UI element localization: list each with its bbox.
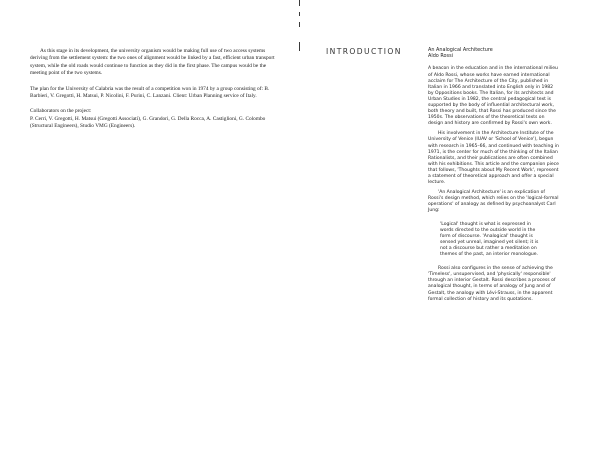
- article-heading: [428, 47, 560, 59]
- right-page-text: [428, 47, 560, 307]
- article-title: An Analogical Architecture: [428, 47, 493, 53]
- left-paragraph-1: As this stage in its development, the university organism would be making full use of two access systems deriving from the settlement system: the two ones of alignment would be linked by a fast, efficient urban transport system, while the old roads would continue to function as they did in the first phase. The campus would be the meeting point of the two systems.: [30, 48, 275, 77]
- section-title: INTRODUCTION: [326, 47, 402, 56]
- right-paragraph-3: 'An Analogical Architecture' is an explication of Rossi's design method, which relies on the 'logical-formal operations' of analogy as defined by psychoanalyst Carl Jung:: [428, 190, 559, 214]
- collaborators-names: P. Cerri, V. Gregotti, H. Matsui (Gregotti Associati), G. Grandori, G. Della Rocca, A. Castiglioni, G. Colombo (Structural Engineers), Studio VMG (Engineers).: [30, 115, 266, 130]
- collaborators-label: Collaborators on the project:: [30, 108, 92, 115]
- gutter-line: [299, 0, 300, 6]
- left-page-text: [30, 48, 275, 131]
- right-paragraph-2: His involvement in the Architecture Institute of the University of Venice (IUAV or 'School of Venice'), begun with research in 1965–66, and continued with teaching in 1971, is the center for much of the thinking of the Italian Rationalists, and their publications are often combined with his exhibitions. This article and the companion piece that follows, 'Thoughts about My Recent Work', represent a statement of theoretical approach and offer a special lecture.: [428, 131, 559, 186]
- gutter-line: [299, 42, 300, 51]
- right-paragraph-1: A beacon in the education and in the international milieu of Aldo Rossi, whose works have earned international acclaim for The Architecture of the City, published in Italian in 1966 and translated into English only in 1982 by Oppositions books. The Italian, for its architects and Urban Studies in 1982, the central pedagogical text is supported by the body of influential architectural work, both theory and built, that Rossi has produced since the 1950s. The observations of the theoretical texts on design and history are confirmed by Rossi's own work.: [428, 66, 558, 127]
- left-paragraph-2: The plan for the University of Calabria was the result of a competition won in 1974 by a group consisting of: B. Barbieri, V. Gregotti, H. Matsui, P. Nicolini, F. Purini, C. Lanzani. Client: Urban Planning service of Italy.: [30, 85, 270, 100]
- block-quote: 'Logical' thought is what is expressed in words directed to the outside world in the form of discourse. 'Analogical' thought is sensed yet unreal, imagined yet silent; it is not a discourse but rather a meditation on themes of the past, an interior monologue.: [440, 221, 539, 258]
- gutter-line: [299, 12, 300, 16]
- gutter-line: [299, 22, 300, 27]
- right-paragraph-4: Rossi also configures in the sense of achieving the 'Timeless', unsupervised, and 'physically' responsible' through an interior Gestalt. Rossi describes a process of analogical thought, in terms of analogy of Jung and of Gestalt, the analogy with Lévi-Strauss, in the apparent formal collection of history and its quotations.: [428, 266, 556, 302]
- article-author: Aldo Rossi: [428, 53, 453, 60]
